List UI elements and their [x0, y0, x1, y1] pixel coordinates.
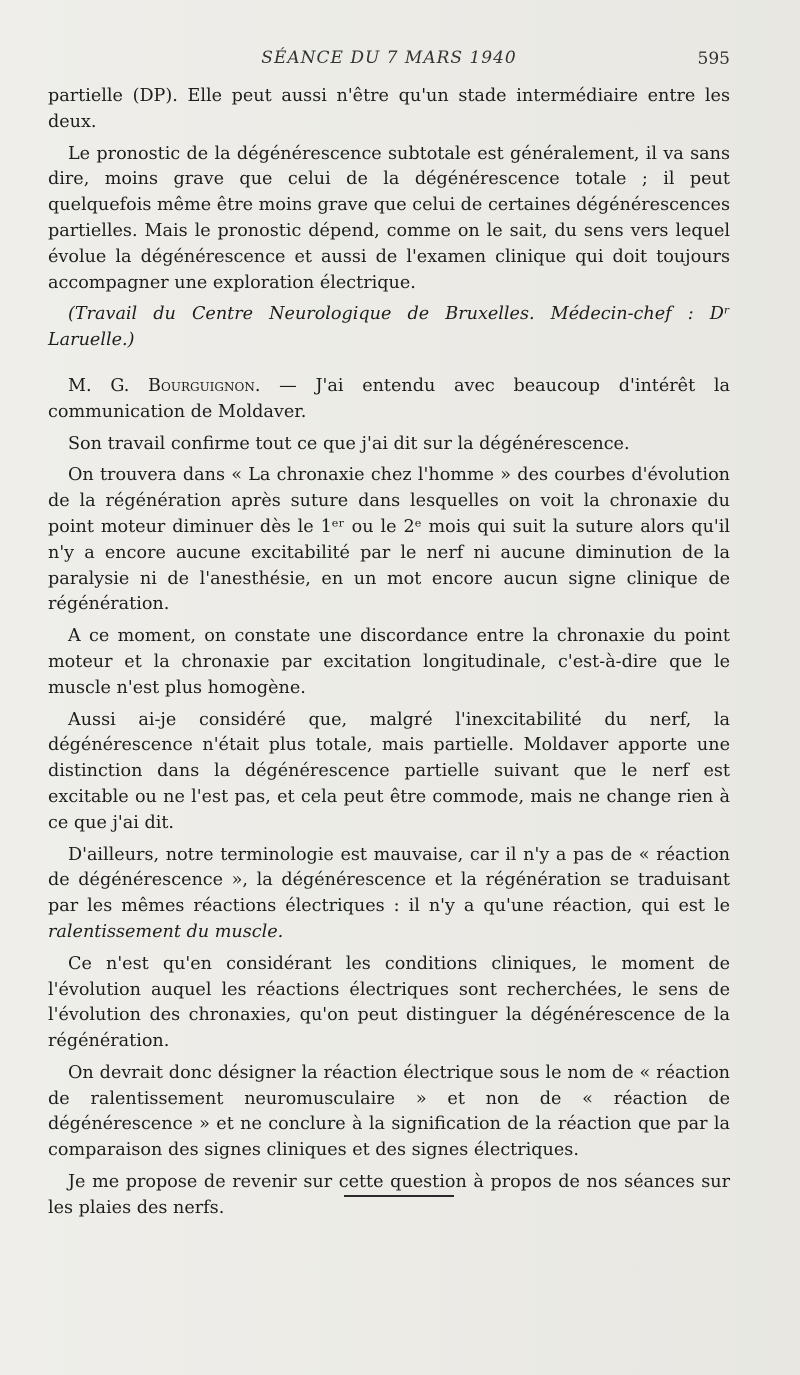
page-number: 595: [697, 49, 730, 69]
speaker-remark: — J'ai entendu avec beaucoup d'intérêt la communication de Moldaver.: [48, 375, 730, 422]
paragraph-prognosis: Le pronostic de la dégénérescence subtotale est généralement, il va sans dire, moins grave que celui de la dégénérescence totale ; il peut quelquefois même être moins grave que celui de certaines dégénérescences partielles. Mais le pronostic dépend, comme on le sait, du sens vers lequel évolue la dégénérescence et aussi de l'examen clinique qui doit toujours accompagner une exploration électrique.: [48, 143, 730, 293]
section-divider-rule: [344, 1195, 454, 1197]
paragraph-continuation: partielle (DP). Elle peut aussi n'être qu'un stade intermédiaire entre les deux.: [48, 86, 730, 132]
paragraph-closing: Je me propose de revenir sur cette question à propos de nos séances sur les plaies des nerfs.: [48, 1172, 730, 1218]
body-text: [48, 84, 730, 1228]
page-header: [48, 48, 730, 72]
paragraph-naming-proposal: On devrait donc désigner la réaction électrique sous le nom de « réaction de ralentissement neuromusculaire » et non de « réaction de dégénérescence » et ne conclure à la signification de la réaction que par la comparaison des signes cliniques et des signes électriques.: [48, 1062, 730, 1161]
paragraph-clinical-conditions: Ce n'est qu'en considérant les conditions cliniques, le moment de l'évolution auquel les réactions électriques sont recherchées, le sens de l'évolution des chronaxies, qu'on peut distinguer la dégénérescence de la régénération.: [48, 953, 730, 1052]
paragraph-chronaxie-curves: On trouvera dans « La chronaxie chez l'homme » des courbes d'évolution de la régénération après suture dans lesquelles on voit la chronaxie du point moteur diminuer dès le 1ᵉʳ ou le 2ᵉ mois qui suit la suture alors qu'il n'y a encore aucune excitabilité par le nerf ni aucune diminution de la paralysie ni de l'anesthésie, en un mot encore aucun signe clinique de régénération.: [48, 465, 730, 615]
paragraph-confirmation: Son travail confirme tout ce que j'ai dit sur la dégénérescence.: [68, 433, 630, 454]
speaker-name: M. G. Bourguignon.: [68, 375, 261, 396]
terminology-emphasis: ralentissement du muscle.: [48, 921, 284, 942]
paragraph-affiliation-note: (Travail du Centre Neurologique de Bruxelles. Médecin-chef : Dʳ Laruelle.): [48, 304, 730, 351]
paragraph-terminology: [48, 843, 730, 946]
paragraph-bourguignon-intro: [48, 374, 730, 426]
running-title: SÉANCE DU 7 MARS 1940: [261, 48, 517, 68]
paragraph-partial-degeneration: Aussi ai-je considéré que, malgré l'inexcitabilité du nerf, la dégénérescence n'était plus totale, mais partielle. Moldaver apporte une distinction dans la dégénérescence partielle suivant que le nerf est excitable ou ne l'est pas, et cela peut être commode, mais ne change rien à ce que j'ai dit.: [48, 709, 730, 833]
terminology-text: D'ailleurs, notre terminologie est mauvaise, car il n'y a pas de « réaction de dégénérescence », la dégénérescence et la régénération se traduisant par les mêmes réactions électriques : il n'y a qu'une réaction, qui est le: [48, 844, 730, 917]
paragraph-discordance: A ce moment, on constate une discordance entre la chronaxie du point moteur et la chronaxie par excitation longitudinale, c'est-à-dire que le muscle n'est plus homogène.: [48, 626, 730, 698]
